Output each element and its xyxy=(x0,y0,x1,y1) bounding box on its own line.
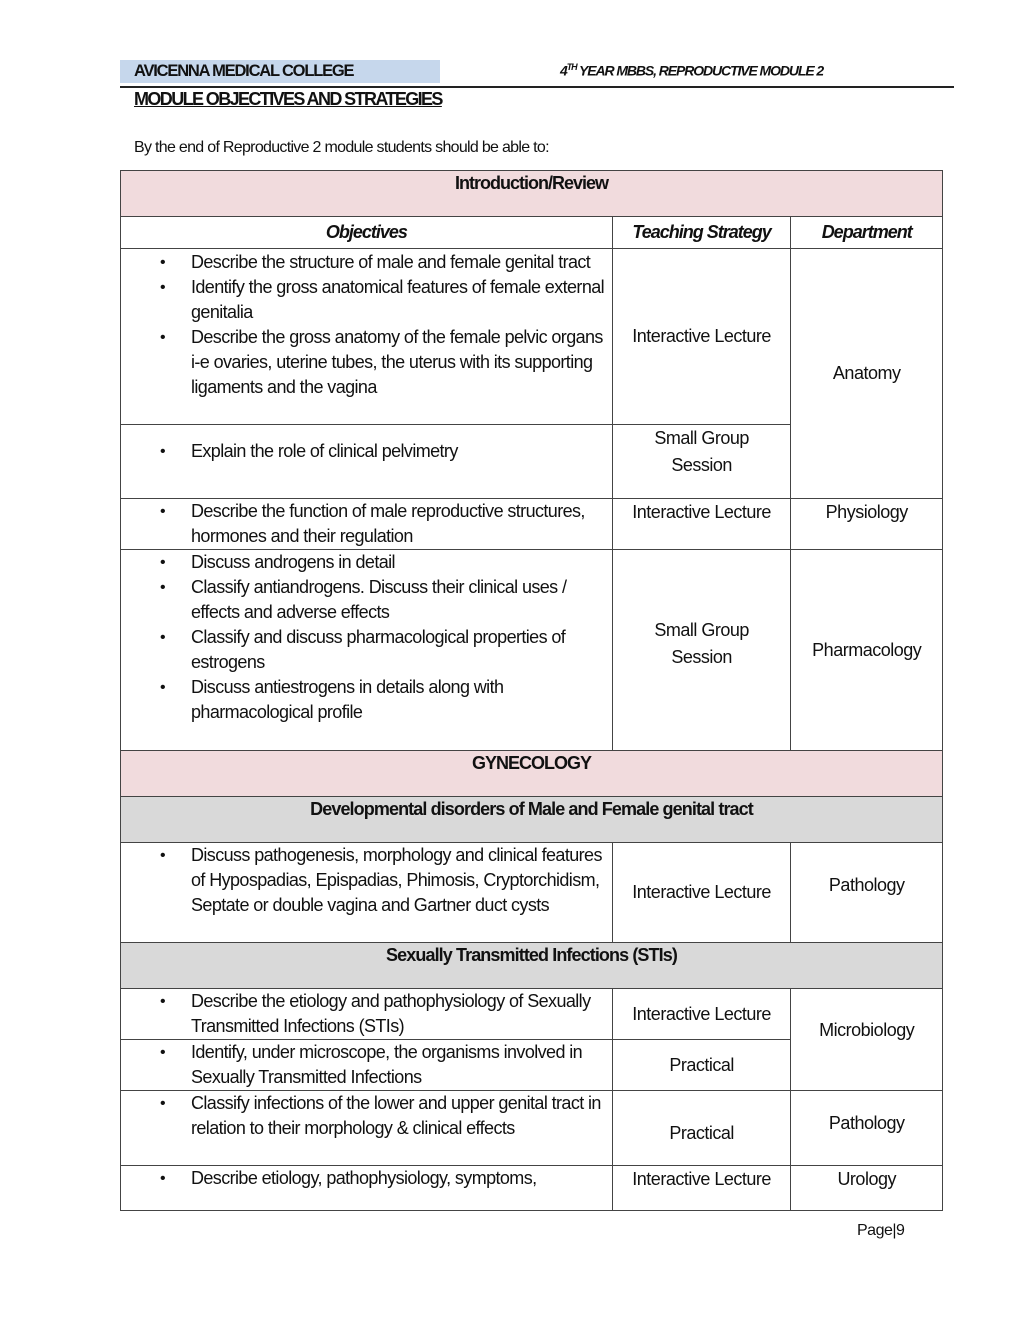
section-gynecology: GYNECOLOGY xyxy=(121,751,943,797)
objective-item: • Discuss antiestrogens in details along with pharmacological profile xyxy=(191,675,612,725)
objectives-cell xyxy=(121,1166,613,1211)
subsection-sexually-transmitted-infections: Sexually Transmitted Infections (STIs) xyxy=(121,943,943,989)
column-header-teaching-strategy: Teaching Strategy xyxy=(612,217,791,249)
strategy-cell: Interactive Lecture xyxy=(612,1166,791,1211)
table-row xyxy=(121,843,943,943)
table-row xyxy=(121,249,943,425)
strategy-cell: Interactive Lecture xyxy=(612,249,791,425)
column-header-department: Department xyxy=(791,217,943,249)
objective-item: • Classify infections of the lower and upper genital tract in relation to their morphology & clinical effects xyxy=(191,1091,612,1141)
objectives-cell xyxy=(121,843,613,943)
strategy-cell: Practical xyxy=(612,1091,791,1166)
column-header-objectives: Objectives xyxy=(121,217,613,249)
objective-item: • Explain the role of clinical pelvimetry xyxy=(191,439,612,464)
objectives-cell xyxy=(121,425,613,499)
objective-item: • Describe the etiology and pathophysiology of Sexually Transmitted Infections (STIs) xyxy=(191,989,612,1039)
objective-item: • Identify the gross anatomical features of female external genitalia xyxy=(191,275,612,325)
table-row xyxy=(121,1166,943,1211)
objectives-cell xyxy=(121,550,613,751)
table-row xyxy=(121,550,943,751)
strategy-cell: Interactive Lecture xyxy=(612,989,791,1040)
table-row xyxy=(121,989,943,1040)
objective-item: • Describe the function of male reproductive structures, hormones and their regulation xyxy=(191,499,612,549)
section-header-row xyxy=(121,751,943,797)
subsection-developmental-disorders: Developmental disorders of Male and Female genital tract xyxy=(121,797,943,843)
subsection-header-row xyxy=(121,797,943,843)
college-name: AVICENNA MEDICAL COLLEGE xyxy=(120,60,440,83)
objectives-cell xyxy=(121,499,613,550)
objective-item: • Identify, under microscope, the organisms involved in Sexually Transmitted Infections xyxy=(191,1040,612,1090)
year-number: 4 xyxy=(560,62,567,79)
page-title: MODULE OBJECTIVES AND STRATEGIES xyxy=(134,89,442,109)
strategy-cell: Interactive Lecture xyxy=(612,843,791,943)
strategy-cell: Small Group Session xyxy=(612,550,791,751)
section-introduction-review: Introduction/Review xyxy=(121,171,943,217)
module-label xyxy=(560,62,823,79)
intro-text: By the end of Reproductive 2 module students should be able to: xyxy=(134,139,549,156)
strategy-cell: Practical xyxy=(612,1040,791,1091)
column-header-row xyxy=(121,217,943,249)
department-cell: Anatomy xyxy=(791,249,943,499)
department-cell: Pathology xyxy=(791,843,943,943)
year-suffix: TH xyxy=(566,62,577,72)
objectives-table xyxy=(120,170,943,1211)
objective-item: • Describe etiology, pathophysiology, symptoms, xyxy=(191,1166,612,1191)
objective-item: • Discuss pathogenesis, morphology and clinical features of Hypospadias, Epispadias, Phimosis, Cryptorchidism, Septate or double vagina and Gartner duct cysts xyxy=(191,843,612,918)
department-cell: Pharmacology xyxy=(791,550,943,751)
objectives-cell xyxy=(121,989,613,1040)
objective-item: • Describe the structure of male and female genital tract xyxy=(191,250,612,275)
strategy-cell: Interactive Lecture xyxy=(612,499,791,550)
objective-item: • Classify antiandrogens. Discuss their clinical uses / effects and adverse effects xyxy=(191,575,612,625)
objective-item: • Discuss androgens in detail xyxy=(191,550,612,575)
objective-item: • Describe the gross anatomy of the female pelvic organs i-e ovaries, uterine tubes, the uterus with its supporting ligaments and the vagina xyxy=(191,325,612,400)
module-name: YEAR MBBS, REPRODUCTIVE MODULE 2 xyxy=(576,62,824,79)
section-header-row xyxy=(121,171,943,217)
department-cell: Microbiology xyxy=(791,989,943,1091)
objectives-cell xyxy=(121,249,613,425)
department-cell: Pathology xyxy=(791,1091,943,1166)
department-cell: Urology xyxy=(791,1166,943,1211)
page-number: Page|9 xyxy=(857,1222,905,1239)
header-divider xyxy=(120,86,954,88)
objective-item: • Classify and discuss pharmacological properties of estrogens xyxy=(191,625,612,675)
department-cell: Physiology xyxy=(791,499,943,550)
table-row xyxy=(121,1091,943,1166)
table-row xyxy=(121,499,943,550)
objectives-cell xyxy=(121,1091,613,1166)
objectives-cell xyxy=(121,1040,613,1091)
strategy-cell: Small Group Session xyxy=(612,425,791,499)
subsection-header-row xyxy=(121,943,943,989)
